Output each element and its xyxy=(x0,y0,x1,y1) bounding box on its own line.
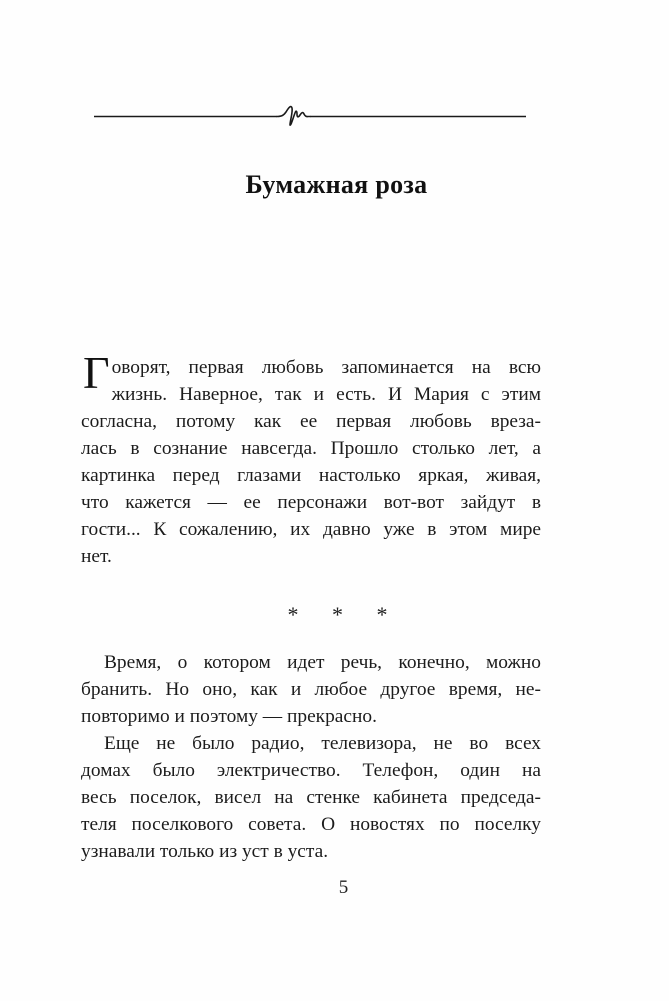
text-line: нет. xyxy=(81,546,112,567)
section-separator: * * * xyxy=(287,602,402,627)
text-line: повторимо и поэтому — прекрасно. xyxy=(81,706,377,727)
text-line: домах было электричество. Телефон, один на xyxy=(81,760,541,781)
squiggle-divider-icon xyxy=(94,104,526,130)
text-line: согласна, потому как ее первая любовь вреза- xyxy=(81,411,541,432)
chapter-title: Бумажная роза xyxy=(245,170,428,200)
text-line: жизнь. Наверное, так и есть. И Мария с этим xyxy=(111,384,541,405)
text-line: весь поселок, висел на стенке кабинета председа- xyxy=(81,787,541,808)
page-number: 5 xyxy=(338,877,349,898)
opening-section xyxy=(81,347,541,570)
text-line: лась в сознание навсегда. Прошло столько лет, а xyxy=(81,438,541,459)
opening-paragraph xyxy=(81,347,541,570)
text-line: картинка перед глазами настолько яркая, живая, xyxy=(81,465,541,486)
paragraph xyxy=(81,649,541,730)
text-line: гости... К сожалению, их давно уже в этом мире xyxy=(81,519,541,540)
second-section xyxy=(81,649,541,865)
text-line: оворят, первая любовь запоминается на всю xyxy=(111,357,541,378)
text-line: теля поселкового совета. О новостях по поселку xyxy=(81,814,541,835)
paragraph xyxy=(81,730,541,865)
squiggle-divider-ornament xyxy=(94,104,526,130)
text-line: узнавали только из уст в уста. xyxy=(81,841,329,862)
text-line: бранить. Но оно, как и любое другое время, не- xyxy=(81,679,541,700)
text-line: Еще не было радио, телевизора, не во всех xyxy=(104,733,541,754)
text-line: Время, о котором идет речь, конечно, можно xyxy=(104,652,541,673)
drop-cap: Г xyxy=(83,347,110,398)
text-line: что кажется — ее персонажи вот-вот зайдут в xyxy=(81,492,541,513)
